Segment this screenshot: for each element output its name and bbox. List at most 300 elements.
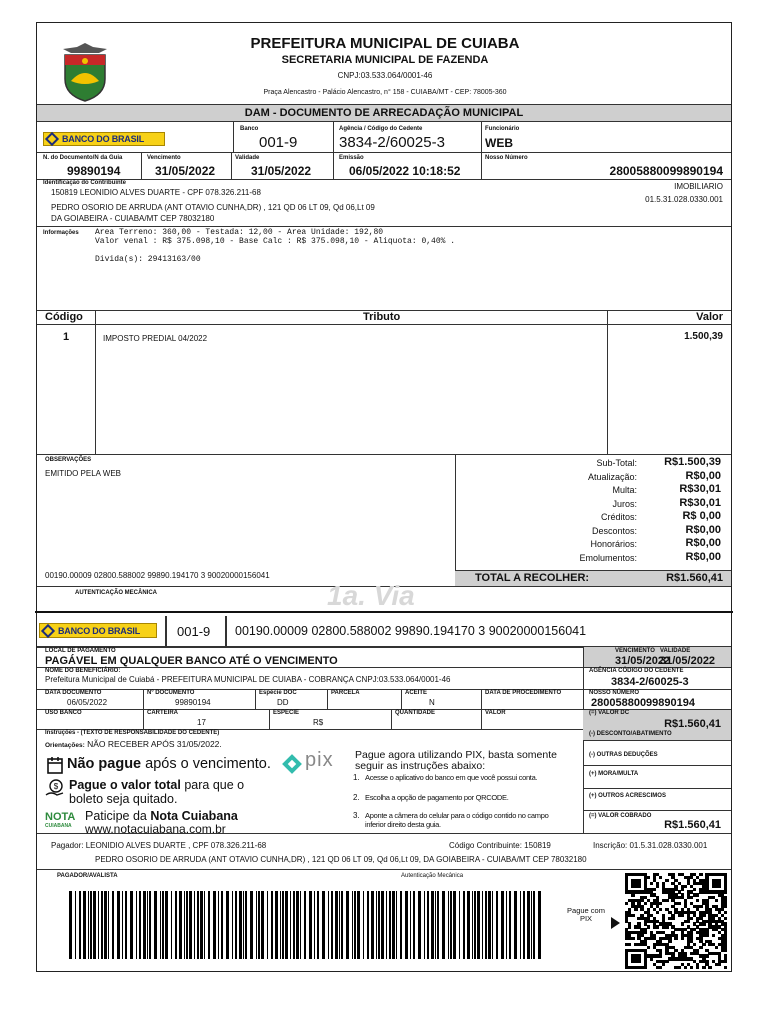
barcode-bar <box>213 891 216 959</box>
qrcode-module <box>684 885 687 888</box>
qrcode-module <box>724 949 727 952</box>
desconto-label: (-) DESCONTO/ABATIMENTO <box>589 731 672 737</box>
barcode-bar <box>75 891 76 959</box>
barcode-bar <box>506 891 507 959</box>
calendar-icon <box>47 756 63 774</box>
barcode-bar <box>317 891 319 959</box>
emissao-value: 06/05/2022 10:18:52 <box>349 164 461 178</box>
observacoes-value: EMITIDO PELA WEB <box>45 469 122 478</box>
barcode-bar <box>189 891 192 959</box>
local-value: PAGÁVEL EM QUALQUER BANCO ATÉ O VENCIMENTO <box>45 655 338 667</box>
pix-step1-number: 1. <box>353 773 360 782</box>
barcode-bar <box>300 891 301 959</box>
barcode-bar <box>386 891 387 959</box>
data-doc-value: 06/05/2022 <box>67 698 108 707</box>
nota-logo-subtext: CUIABANA <box>45 823 72 829</box>
barcode-bar <box>98 891 99 959</box>
promo-vencimento: após o vencimento. <box>145 756 271 772</box>
qrcode-module <box>637 885 640 888</box>
qrcode-module <box>637 960 640 963</box>
qrcode-module <box>653 888 656 891</box>
barcode-bar <box>427 891 429 959</box>
qrcode-module <box>634 908 637 911</box>
emissao-label: Emissão <box>339 155 364 161</box>
instrucoes-label: Instruções - (TEXTO DE RESPONSABILIDADE DO CEDENTE) <box>45 730 220 736</box>
barcode-bar <box>472 891 473 959</box>
barcode-bar <box>389 891 391 959</box>
qrcode-module <box>659 876 662 879</box>
total-row <box>457 524 729 537</box>
qrcode-module <box>681 937 684 940</box>
header-subtitle: SECRETARIA MUNICIPAL DE FAZENDA <box>281 54 489 66</box>
qrcode-module <box>681 922 684 925</box>
total-row-label: Honorários: <box>590 539 637 549</box>
especie-label: ESPECIE <box>273 710 300 716</box>
qrcode-module <box>631 914 634 917</box>
barcode-bar <box>232 891 233 959</box>
total-row-label: Multa: <box>612 485 637 495</box>
barcode-bar <box>258 891 260 959</box>
total-value: R$1.560,41 <box>666 572 723 584</box>
qrcode-module <box>659 954 662 957</box>
barcode-bar <box>226 891 229 959</box>
barcode-bar <box>400 891 402 959</box>
qrcode-module <box>699 873 702 876</box>
barcode-bar <box>175 891 177 959</box>
barcode-bar <box>171 891 172 959</box>
barcode-bar <box>165 891 168 959</box>
barcode-bar <box>453 891 456 959</box>
vencimento-label: Vencimento <box>147 155 181 161</box>
barcode-bar <box>112 891 114 959</box>
boleto-bank-logo-icon <box>41 623 55 637</box>
cod-contrib-label: Código Contribuinte: <box>449 841 522 850</box>
barcode-bar <box>239 891 242 959</box>
tipo-value: IMOBILIARIO <box>674 182 723 191</box>
data-proc-label: DATA DE PROCEDIMENTO <box>485 690 562 696</box>
total-row-value: R$0,00 <box>685 469 721 482</box>
qrcode-module <box>662 963 665 966</box>
barcode-bar <box>463 891 465 959</box>
barcode-bar <box>204 891 205 959</box>
outros-acrescimos-label: (+) OUTROS ACRESCIMOS <box>589 793 666 799</box>
barcode-bar <box>261 891 264 959</box>
total-row-label: Descontos: <box>591 525 637 536</box>
barcode-bar <box>197 891 199 959</box>
barcode-bar <box>405 891 408 959</box>
nosso-numero-value: 28005880099890194 <box>609 164 723 178</box>
boleto-valid-label: VALIDADE <box>660 648 691 654</box>
coin-hand-icon <box>45 779 65 799</box>
qrcode-module <box>718 963 721 966</box>
boleto-nosso-label: NOSSO NÚMERO <box>589 690 640 696</box>
barcode-bar <box>371 891 374 959</box>
inscricao-value: 01.5.31.028.0330.001 <box>645 195 723 204</box>
agencia-label: Agência / Código do Cedente <box>339 126 423 132</box>
barcode-bar <box>314 891 315 959</box>
especie-value: R$ <box>313 718 324 727</box>
barcode-bar <box>90 891 92 959</box>
barcode-bar <box>101 891 103 959</box>
total-row <box>457 510 729 523</box>
autenticacao-mecanica-label: Autenticação Mecânica <box>401 873 464 879</box>
dam-banner: DAM - DOCUMENTO DE ARRECADAÇÃO MUNICIPAL <box>244 107 524 119</box>
pix-step2: Escolha a opção de pagamento por QRCODE. <box>365 793 509 802</box>
local-label: LOCAL DE PAGAMENTO <box>45 648 116 654</box>
item-description: IMPOSTO PREDIAL 04/2022 <box>103 334 208 343</box>
pix-step1: Acesse o aplicativo do banco em que você possui conta. <box>365 773 538 782</box>
barcode-bar <box>194 891 195 959</box>
barcode-bar <box>160 891 161 959</box>
insc-value: 01.5.31.028.0330.001 <box>629 841 708 850</box>
barcode-bar <box>256 891 257 959</box>
barcode-bar <box>143 891 146 959</box>
total-row-label: Sub-Total: <box>596 458 637 468</box>
document-frame <box>36 22 732 972</box>
barcode-bar <box>331 891 333 959</box>
barcode-bar <box>437 891 439 959</box>
qrcode-module <box>702 922 705 925</box>
qrcode-module <box>696 899 699 902</box>
qrcode-module <box>656 911 659 914</box>
barcode-bar <box>501 891 504 959</box>
barcode-bar <box>496 891 498 959</box>
barcode-bar <box>108 891 109 959</box>
banco-value: 001-9 <box>259 134 298 151</box>
outras-deducoes-label: (-) OUTRAS DEDUÇÕES <box>589 752 658 758</box>
promo-boleto-quitado: boleto seja quitado. <box>69 792 178 806</box>
qrcode-module <box>690 917 693 920</box>
valor-label: VALOR <box>485 710 506 716</box>
boleto-agencia-label: AGÊNCIA CÓDIGO DO CEDENTE <box>589 668 684 674</box>
data-doc-label: DATA DOCUMENTO <box>45 690 102 696</box>
barcode-bar <box>147 891 148 959</box>
barcode-bar <box>352 891 353 959</box>
especie-doc-value: DD <box>277 698 289 707</box>
funcionario-value: WEB <box>485 136 513 150</box>
barcode-bar <box>139 891 141 959</box>
barcode-bar <box>363 891 364 959</box>
boleto-valid-value: 31/05/2022 <box>660 655 716 667</box>
barcode-bar <box>482 891 483 959</box>
barcode-bar <box>485 891 487 959</box>
quantidade-label: QUANTIDADE <box>395 710 435 716</box>
barcode-bar <box>514 891 517 959</box>
barcode-bar <box>418 891 421 959</box>
qrcode-module <box>699 946 702 949</box>
qrcode-module <box>690 896 693 899</box>
qrcode-module <box>647 876 650 879</box>
barcode-bar <box>154 891 157 959</box>
barcode-bar <box>186 891 188 959</box>
contribuinte-line2: PEDRO OSORIO DE ARRUDA (ANT OTAVIO CUNHA,DR) , 121 QD 06 LT 09, Qd 06,Lt 09 <box>51 203 375 212</box>
item-value: 1.500,39 <box>684 331 723 342</box>
orientacoes-value: NÃO RECEBER APÓS 31/05/2022. <box>87 739 222 749</box>
validade-value: 31/05/2022 <box>251 164 312 178</box>
barcode-bar <box>235 891 237 959</box>
valor-doc-label: (=) VALOR DC <box>589 710 630 716</box>
arrow-right-icon <box>611 917 620 929</box>
svg-text:$: $ <box>53 782 59 791</box>
qrcode-module <box>656 925 659 928</box>
barcode-bar <box>424 891 425 959</box>
qrcode-module <box>644 966 647 969</box>
col-codigo-header: Código <box>45 311 83 323</box>
mora-multa-label: (+) MORA/MULTA <box>589 771 639 777</box>
barcode-bar <box>328 891 329 959</box>
total-row <box>457 551 729 564</box>
total-row-value: R$0,00 <box>685 537 721 549</box>
total-row-value: R$30,01 <box>679 483 721 495</box>
insc-label: Inscrição: <box>593 841 628 850</box>
nro-doc-value: 99890194 <box>67 164 121 178</box>
info-line3: Divida(s): 29413163/00 <box>95 255 201 264</box>
col-tributo-header: Tributo <box>363 311 401 323</box>
total-row-value: R$1.500,39 <box>664 456 721 468</box>
num-doc-label: Nº DOCUMENTO <box>147 690 195 696</box>
aceite-label: ACEITE <box>405 690 428 696</box>
barcode-bar <box>179 891 182 959</box>
contribuinte-line3: DA GOIABEIRA - CUIABA/MT CEP 78032180 <box>51 214 215 223</box>
qrcode-module <box>681 914 684 917</box>
nota-cuiabana-logo <box>45 811 81 833</box>
pagador-endereco: PEDRO OSORIO DE ARRUDA (ANT OTAVIO CUNHA,DR) , 121 QD 06 LT 09, Qd 06,Lt 09, DA GOIABEIRA - CUIABA/MT CEP 78032180 <box>95 855 587 864</box>
barcode-bar <box>218 891 219 959</box>
bank-logo-text: BANCO DO BRASIL <box>62 134 144 144</box>
boleto-bank-logo-text: BANCO DO BRASIL <box>58 625 140 636</box>
pix-qrcode[interactable] <box>625 873 727 969</box>
qrcode-module <box>724 911 727 914</box>
promo-valor-total: Pague o valor total <box>69 778 181 792</box>
linha-digitavel-dam: 00190.00009 02800.588002 99890.194170 3 90020000156041 <box>45 571 270 580</box>
boleto-venc-label: VENCIMENTO <box>615 648 655 654</box>
pague-com-pix-label: Pague com PIX <box>567 906 605 923</box>
barcode-bar <box>488 891 491 959</box>
qrcode-module <box>674 937 677 940</box>
barcode-bar <box>538 891 541 959</box>
qrcode-module <box>644 902 647 905</box>
qrcode-module <box>705 954 708 957</box>
barcode-bar <box>450 891 452 959</box>
barcode-bar <box>448 891 449 959</box>
bank-logo-icon <box>45 132 59 146</box>
barcode-bar <box>467 891 470 959</box>
carteira-value: 17 <box>197 718 206 727</box>
qrcode-module <box>715 899 718 902</box>
barcode <box>69 891 543 959</box>
boleto-nosso-value: 28005880099890194 <box>591 697 696 709</box>
qrcode-module <box>647 946 650 949</box>
qrcode-module <box>724 966 727 969</box>
beneficiario-label: NOME DO BENEFICIÁRIO: <box>45 668 121 674</box>
boleto-bank-logo <box>39 623 157 638</box>
qrcode-module <box>696 893 699 896</box>
barcode-bar <box>250 891 253 959</box>
qrcode-module <box>668 940 671 943</box>
qrcode-module <box>693 888 696 891</box>
total-row <box>457 456 729 469</box>
carteira-label: CARTEIRA <box>147 710 178 716</box>
observacoes-label: OBSERVAÇÕES <box>45 457 92 463</box>
pix-step3-number: 3. <box>353 811 360 820</box>
vencimento-value: 31/05/2022 <box>155 164 216 178</box>
qrcode-module <box>708 966 711 969</box>
barcode-bar <box>184 891 185 959</box>
barcode-bar <box>136 891 137 959</box>
promo-nao-pague: Não pague <box>67 756 142 772</box>
header-address: Praça Alencastro - Palácio Alencastro, n° 158 - CUIABA/MT - CEP: 78005-360 <box>263 89 507 96</box>
barcode-bar <box>339 891 340 959</box>
total-row-label: Juros: <box>612 498 637 509</box>
boleto-agencia-value: 3834-2/60025-3 <box>611 676 689 688</box>
qrcode-module <box>678 966 681 969</box>
qrcode-module <box>659 902 662 905</box>
total-row-value: R$30,01 <box>679 496 721 509</box>
promo-website: www.notacuiabana.com.br <box>85 822 226 836</box>
total-row <box>457 483 729 496</box>
qrcode-module <box>665 879 668 882</box>
qrcode-module <box>650 957 653 960</box>
qrcode-module <box>681 888 684 891</box>
barcode-bar <box>442 891 445 959</box>
item-code: 1 <box>63 331 70 343</box>
barcode-bar <box>413 891 415 959</box>
barcode-bar <box>392 891 395 959</box>
barcode-bar <box>290 891 291 959</box>
qrcode-module <box>690 966 693 969</box>
total-row-label: Emolumentos: <box>579 552 637 563</box>
agencia-value: 3834-2/60025-3 <box>339 134 445 151</box>
pix-icon <box>281 753 303 775</box>
qrcode-module <box>665 899 668 902</box>
qrcode-module <box>705 934 708 937</box>
barcode-bar <box>245 891 247 959</box>
barcode-bar <box>271 891 273 959</box>
valor-cobrado-value: R$1.560,41 <box>664 819 721 831</box>
barcode-bar <box>341 891 343 959</box>
barcode-bar <box>509 891 511 959</box>
qrcode-module <box>702 943 705 946</box>
total-row-label: Atualização: <box>587 471 637 482</box>
col-valor-header: Valor <box>696 311 723 323</box>
qrcode-module <box>647 925 650 928</box>
num-doc-value: 99890194 <box>175 698 211 707</box>
contribuinte-label: Identificação do Contribuinte <box>43 180 127 186</box>
uso-banco-label: USO BANCO <box>45 710 82 716</box>
header-title: PREFEITURA MUNICIPAL DE CUIABA <box>250 35 520 52</box>
promo-para-que: para que o <box>184 778 245 792</box>
pix-logo-text: pix <box>305 749 334 771</box>
qrcode-module <box>678 902 681 905</box>
total-row-value: R$ 0,00 <box>682 510 721 522</box>
valor-cobrado-label: (=) VALOR COBRADO <box>589 813 652 819</box>
barcode-bar <box>531 891 532 959</box>
pix-step3: Aponte a câmera do celular para o código contido no campo inferior direito desta guia. <box>365 811 549 829</box>
pagador-value: LEONIDIO ALVES DUARTE , CPF 078.326.211-68 <box>85 841 267 850</box>
barcode-bar <box>93 891 96 959</box>
banco-label: Banco <box>240 126 259 132</box>
orientacoes-label: Orientações: <box>45 742 85 749</box>
qrcode-module <box>693 943 696 946</box>
boleto-venc-value: 31/05/2022 <box>615 655 671 667</box>
barcode-bar <box>293 891 295 959</box>
total-row-value: R$0,00 <box>685 550 721 563</box>
funcionario-label: Funcionário <box>485 126 520 132</box>
barcode-bar <box>275 891 278 959</box>
barcode-bar <box>527 891 530 959</box>
total-row <box>457 537 729 550</box>
barcode-bar <box>435 891 436 959</box>
qrcode-module <box>659 966 662 969</box>
barcode-bar <box>335 891 338 959</box>
barcode-bar <box>125 891 127 959</box>
nosso-numero-label: Nosso Número <box>485 155 528 161</box>
boleto-banco: 001-9 <box>177 624 211 639</box>
informacoes-label: Informações <box>43 230 79 236</box>
barcode-bar <box>376 891 377 959</box>
barcode-bar <box>431 891 434 959</box>
qrcode-module <box>724 905 727 908</box>
valor-doc-value: R$1.560,41 <box>664 718 721 730</box>
barcode-bar <box>83 891 86 959</box>
qrcode-module <box>684 966 687 969</box>
qrcode-module <box>628 943 631 946</box>
barcode-bar <box>104 891 107 959</box>
qrcode-module <box>631 893 634 896</box>
qrcode-module <box>702 914 705 917</box>
barcode-bar <box>149 891 151 959</box>
promo-participe: Paticipe da <box>85 809 147 823</box>
qrcode-module <box>631 937 634 940</box>
cod-contrib-value: 150819 <box>524 841 551 850</box>
barcode-bar <box>309 891 312 959</box>
total-row-value: R$0,00 <box>685 523 721 536</box>
qrcode-module <box>724 890 727 893</box>
barcode-bar <box>267 891 268 959</box>
qrcode-module <box>671 917 674 920</box>
bank-logo <box>43 132 165 146</box>
barcode-bar <box>280 891 281 959</box>
total-row <box>457 497 729 510</box>
barcode-bar <box>396 891 397 959</box>
barcode-bar <box>296 891 299 959</box>
barcode-bar <box>200 891 203 959</box>
promo-nota-cuiabana: Nota Cuiabana <box>150 809 238 823</box>
nro-doc-label: N. do Documento/N da Guia <box>43 155 123 161</box>
barcode-bar <box>208 891 210 959</box>
boleto-linha-digitavel: 00190.00009 02800.588002 99890.194170 3 90020000156041 <box>235 624 587 638</box>
qrcode-module <box>718 885 721 888</box>
barcode-bar <box>346 891 349 959</box>
barcode-bar <box>285 891 288 959</box>
barcode-bar <box>459 891 460 959</box>
qrcode-module <box>656 885 659 888</box>
barcode-bar <box>88 891 89 959</box>
barcode-bar <box>69 891 72 959</box>
qrcode-module <box>699 905 702 908</box>
info-line1: Area Terreno: 360,00 - Testada: 12,00 - Area Unidade: 192,80 <box>95 228 384 237</box>
pix-title: Pague agora utilizando PIX, basta somente seguir as instruções abaixo: <box>355 749 557 772</box>
qrcode-module <box>724 917 727 920</box>
barcode-bar <box>79 891 81 959</box>
qrcode-module <box>665 960 668 963</box>
qrcode-module <box>665 925 668 928</box>
autenticacao-label: AUTENTICAÇÃO MECÂNICA <box>75 590 157 596</box>
contribuinte-line1: 150819 LEONIDIO ALVES DUARTE - CPF 078.326.211-68 <box>51 188 261 197</box>
barcode-bar <box>221 891 223 959</box>
qrcode-module <box>702 966 705 969</box>
qrcode-module <box>687 920 690 923</box>
